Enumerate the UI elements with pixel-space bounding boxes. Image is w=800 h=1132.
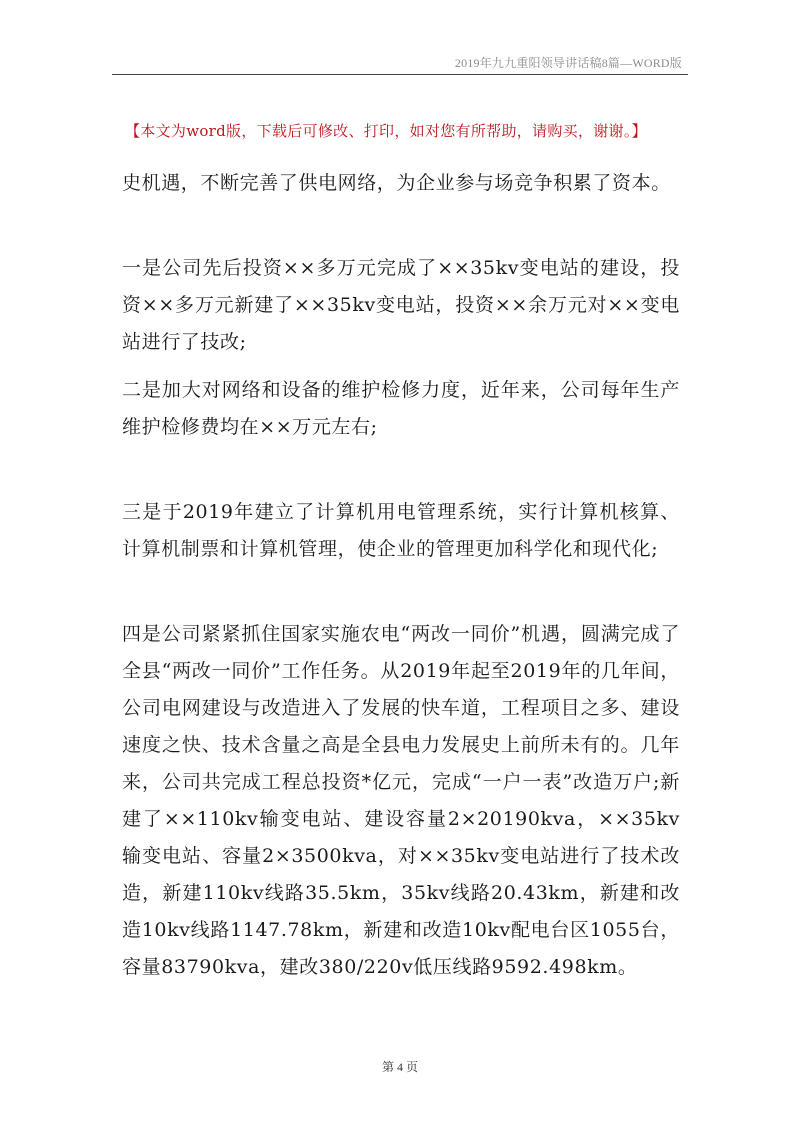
page-header-title: 2019年九九重阳领导讲话稿8篇—WORD版	[454, 56, 682, 70]
header-divider	[112, 74, 688, 75]
page-number: 第 4 页	[381, 1060, 418, 1074]
paragraph-1: 史机遇，不断完善了供电网络，为企业参与场竞争积累了资本。	[122, 172, 671, 194]
download-notice: 【本文为word版，下载后可修改、打印，如对您有所帮助，请购买，谢谢。】	[125, 122, 647, 140]
paragraph-2: 一是公司先后投资××多万元完成了××35kv变电站的建设，投资××多万元新建了××35kv变电站，投资××余万元对××变电站进行了技改;	[122, 257, 680, 353]
paragraph-3: 二是加大对网络和设备的维护检修力度，近年来，公司每年生产维护检修费均在××万元左右;	[122, 379, 680, 438]
paragraph-5: 四是公司紧紧抓住国家实施农电“两改一同价”机遇，圆满完成了全县“两改一同价”工作任务。从2019年起至2019年的几年间，公司电网建设与改造进入了发展的快车道，工程项目之多、建设速度之快、技术含量之高是全县电力发展史上前所未有的。几年来，公司共完成工程总投资*亿元，完成“一户一表”改造万户;新建了××110kv输变电站、建设容量2×20190kva，××35kv输变电站、容量2×3500kva，对××35kv变电站进行了技术改造，新建110kv线路35.5km，35kv线路20.43km，新建和改造10kv线路1147.78km，新建和改造10kv配电台区1055台，容量83790kva，建改380/220v低压线路9592.498km。	[122, 623, 680, 978]
paragraph-4: 三是于2019年建立了计算机用电管理系统，实行计算机核算、计算机制票和计算机管理，使企业的管理更加科学化和现代化;	[122, 501, 680, 560]
